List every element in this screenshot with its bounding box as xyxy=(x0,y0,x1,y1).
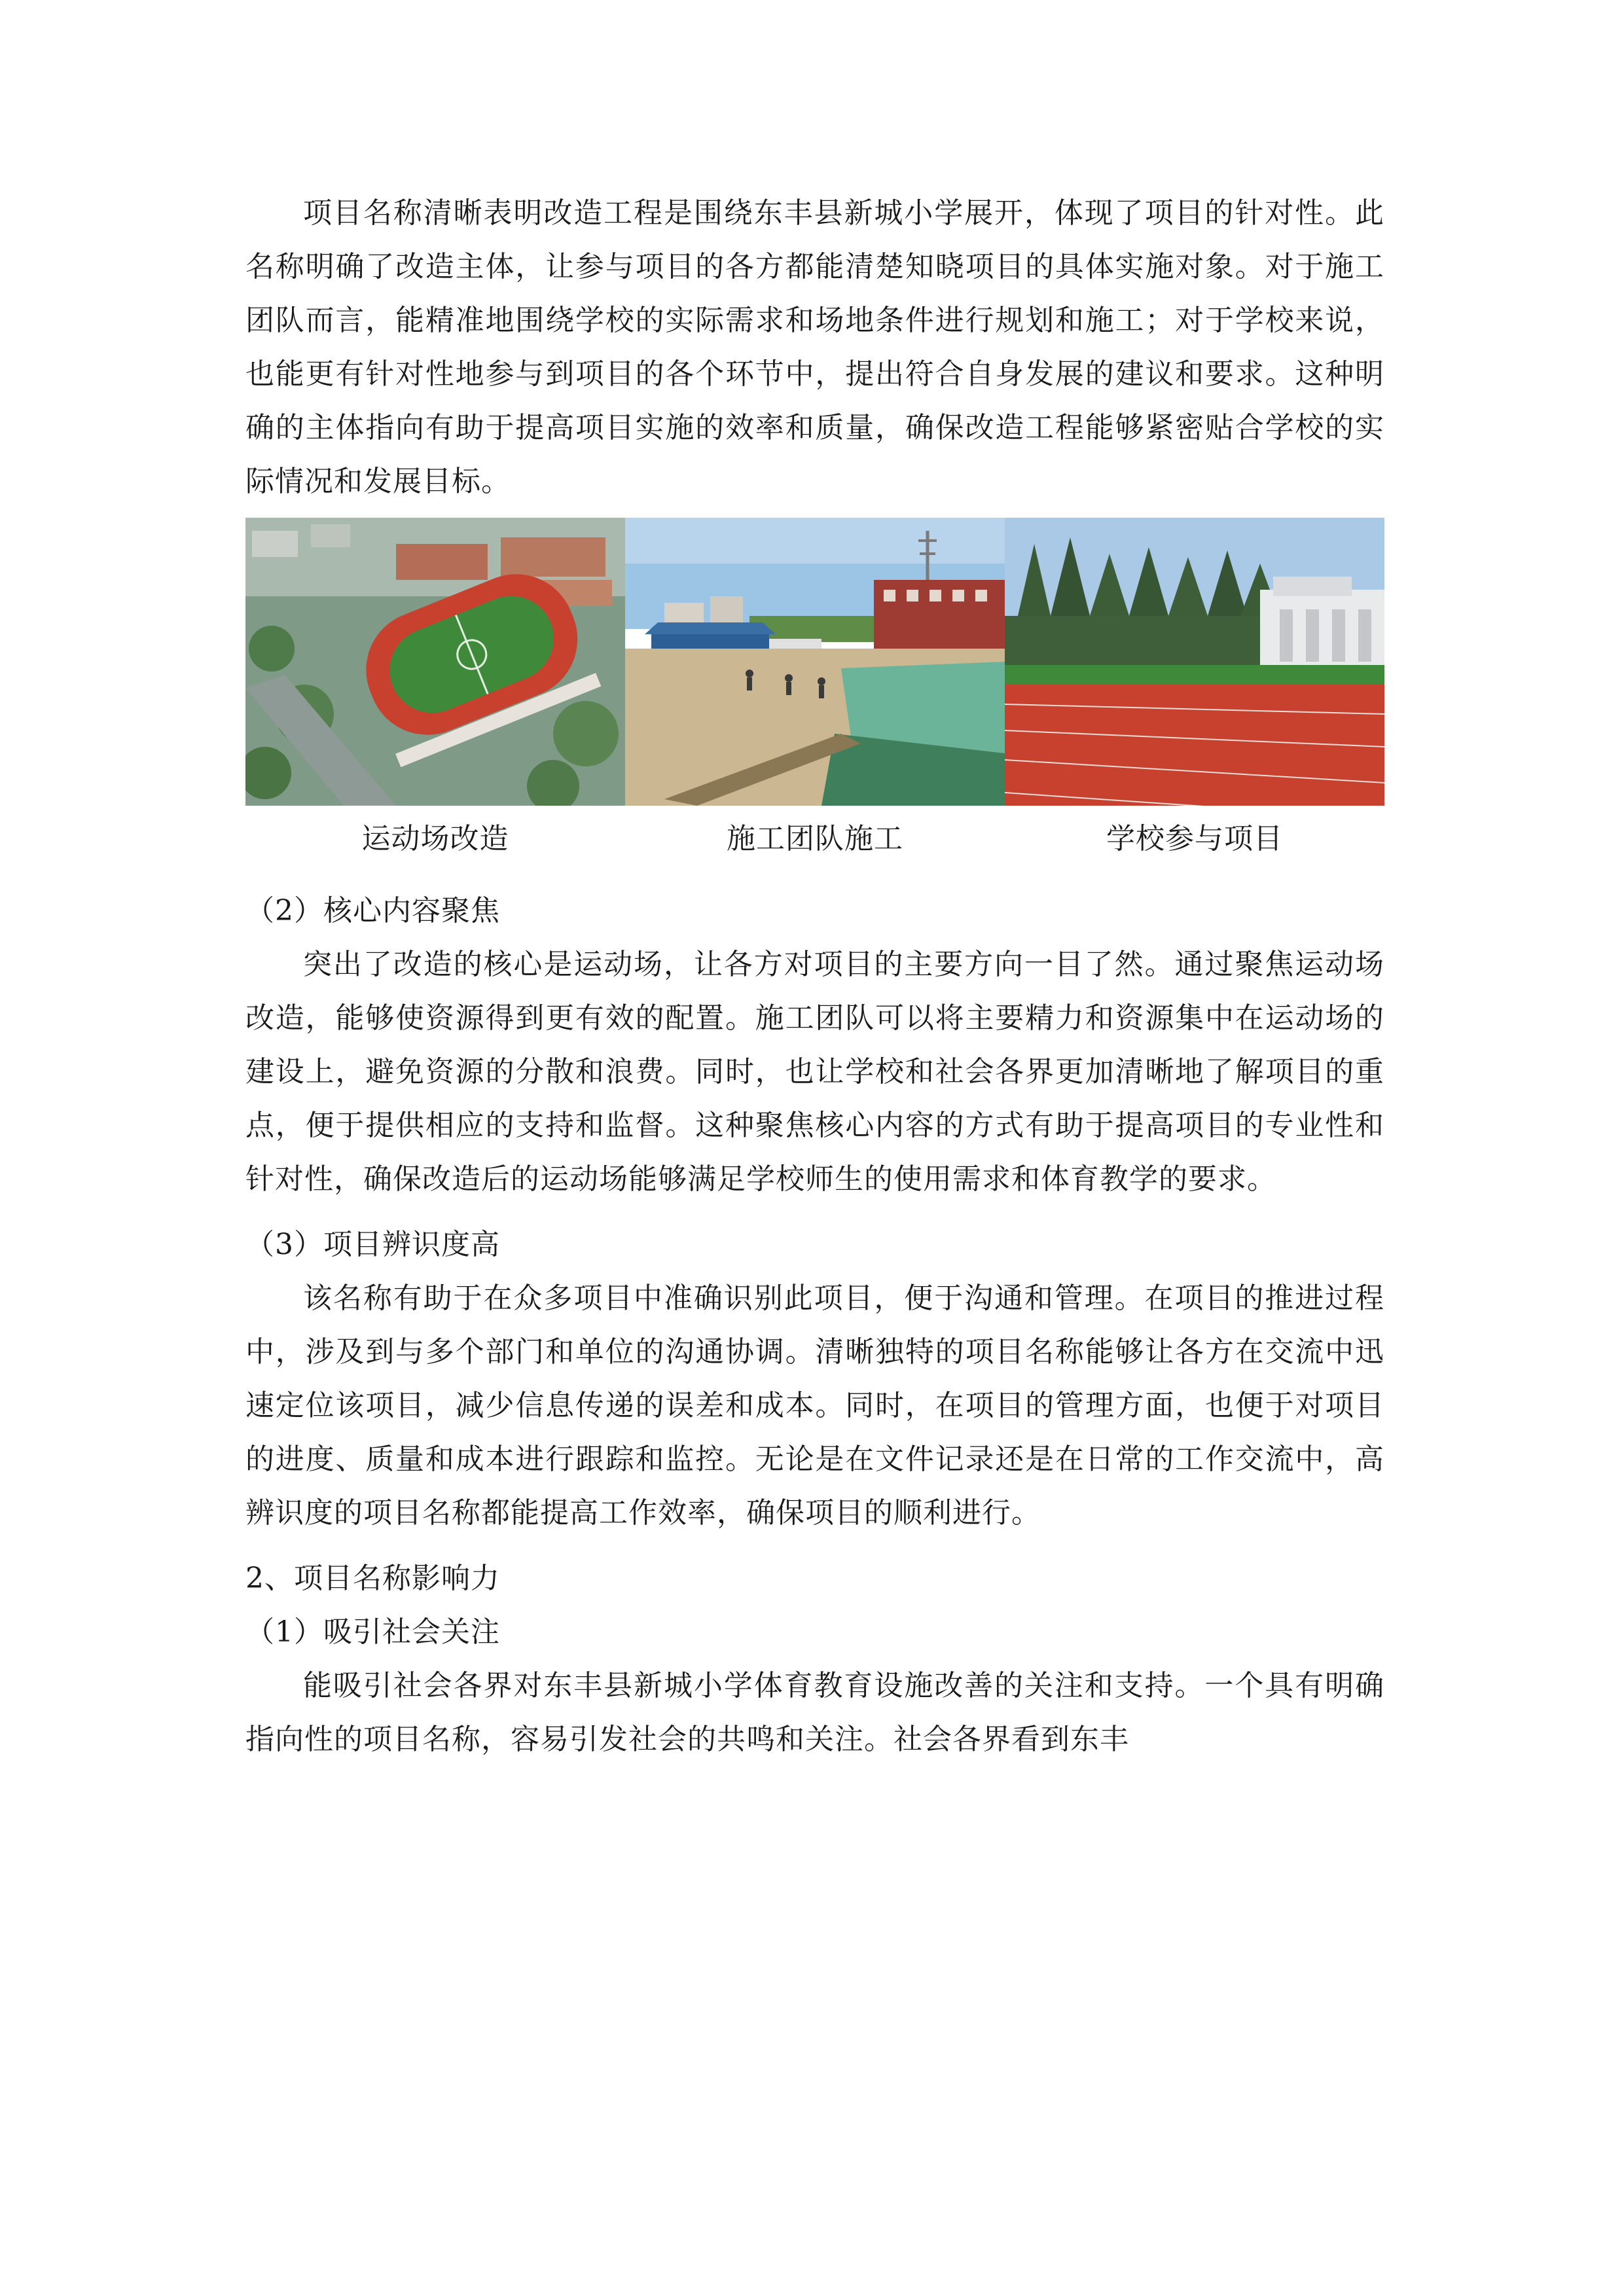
recognizability-paragraph: 该名称有助于在众多项目中准确识别此项目，便于沟通和管理。在项目的推进过程中，涉及到与多个部门和单位的沟通协调。清晰独特的项目名称能够让各方在交流中迅速定位该项目，减少信息传递的误差和成本。同时，在项目的管理方面，也便于对项目的进度、质量和成本进行跟踪和监控。无论是在文件记录还是在日常的工作交流中，高辨识度的项目名称都能提高工作效率，确保项目的顺利进行。 xyxy=(245,1282,1384,1530)
running-track-photo xyxy=(1005,518,1384,806)
section-heading-attract-attention: （1）吸引社会关注 xyxy=(245,1615,500,1649)
figure-row xyxy=(245,518,1384,806)
construction-site-photo xyxy=(625,518,1005,806)
section-heading-recognizability: （3）项目辨识度高 xyxy=(245,1228,500,1261)
figure-caption: 运动场改造 xyxy=(361,822,509,855)
section-heading-influence: 2、项目名称影响力 xyxy=(245,1562,500,1595)
document-body xyxy=(245,187,1384,1767)
intro-paragraph: 项目名称清晰表明改造工程是围绕东丰县新城小学展开，体现了项目的针对性。此名称明确了改造主体，让参与项目的各方都能清楚知晓项目的具体实施对象。对于施工团队而言，能精准地围绕学校的实际需求和场地条件进行规划和施工；对于学校来说，也能更有针对性地参与到项目的各个环节中，提出符合自身发展的建议和要求。这种明确的主体指向有助于提高项目实施的效率和质量，确保改造工程能够紧密贴合学校的实际情况和发展目标。 xyxy=(245,196,1384,498)
attract-attention-paragraph: 能吸引社会各界对东丰县新城小学体育教育设施改善的关注和支持。一个具有明确指向性的项目名称，容易引发社会的共鸣和关注。社会各界看到东丰 xyxy=(245,1669,1384,1756)
figure-captions xyxy=(245,812,1384,866)
core-focus-paragraph: 突出了改造的核心是运动场，让各方对项目的主要方向一目了然。通过聚焦运动场改造，能够使资源得到更有效的配置。施工团队可以将主要精力和资源集中在运动场的建设上，避免资源的分散和浪费。同时，也让学校和社会各界更加清晰地了解项目的重点，便于提供相应的支持和监督。这种聚焦核心内容的方式有助于提高项目的专业性和针对性，确保改造后的运动场能够满足学校师生的使用需求和体育教学的要求。 xyxy=(245,948,1384,1196)
section-heading-core-focus: （2）核心内容聚焦 xyxy=(245,894,500,927)
aerial-stadium-photo xyxy=(245,518,625,806)
figure-caption: 学校参与项目 xyxy=(1106,822,1283,855)
figure-caption: 施工团队施工 xyxy=(727,822,903,855)
